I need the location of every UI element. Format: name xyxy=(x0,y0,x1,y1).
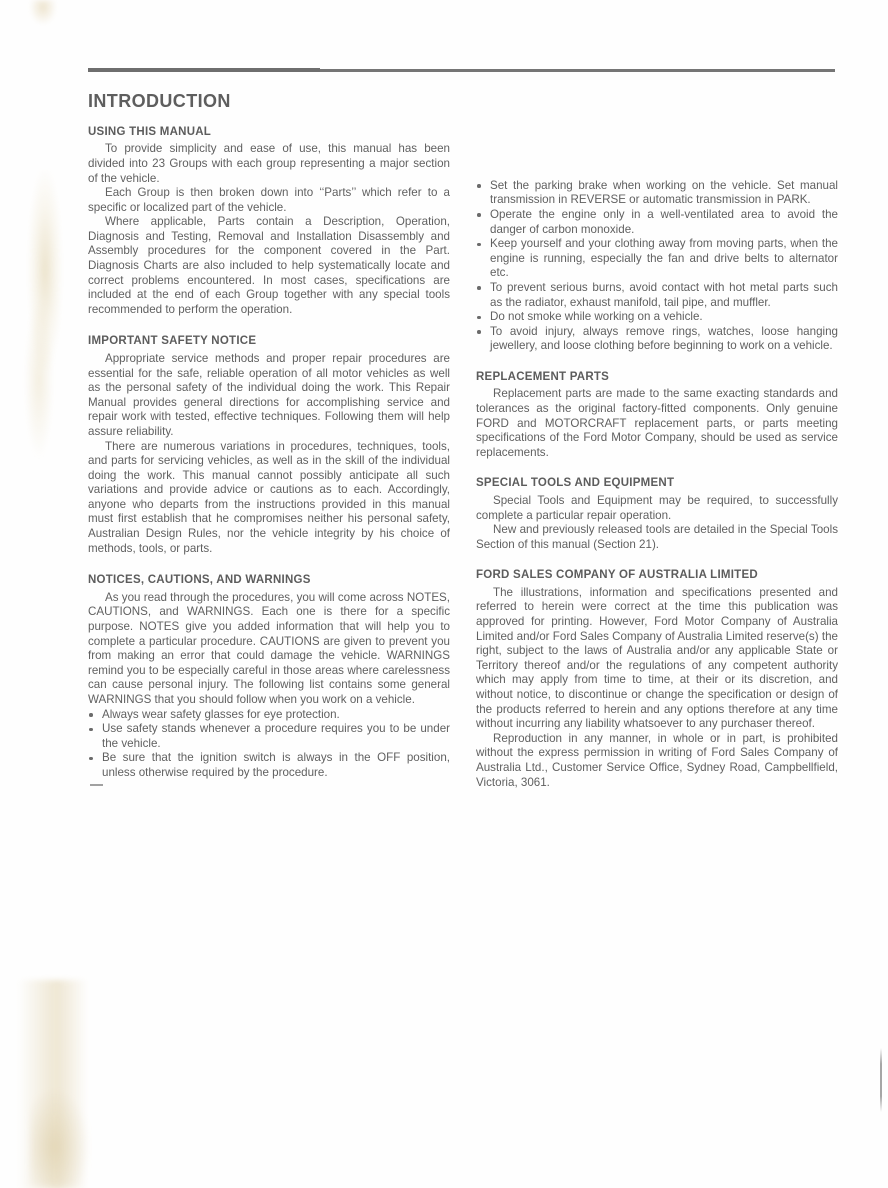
scan-artifact-dash xyxy=(90,784,103,786)
paper-stain-bottom-left xyxy=(18,980,88,1188)
paragraph: There are numerous variations in procedures, techniques, tools, and parts for servicing vehicles, as well as in the skill of the individual doing the work. This manual cannot possibly anticipate all such variations and provide advice or cautions as to each. Accordingly, anyone who departs from the instructions provided in this manual must first establish that he compromises neither his personal safety, Australian Design Rules, nor the vehicle integrity by his choice of methods, tools, or parts. xyxy=(88,439,450,555)
list-item xyxy=(476,325,838,354)
paragraph: Where applicable, Parts contain a Description, Operation, Diagnosis and Testing, Removal and Installation Disassembly and Assembly procedures for the component covered in the Part. Diagnosis Charts are also included to help systematically locate and correct problems encountered. In most cases, specifications are included at the end of each Group together with any special tools recommended to perform the operation. xyxy=(88,215,450,316)
page-title: INTRODUCTION xyxy=(88,91,231,111)
list-item-text: Be sure that the ignition switch is always in the OFF position, unless otherwise required by the procedure. xyxy=(102,751,450,779)
paragraph: Appropriate service methods and proper repair procedures are essential for the safe, reliable operation of all motor vehicles as well as the personal safety of the individual doing the work. This Repair Manual provides general directions for accomplishing service and repair work with tested, effective techniques. Following them will help assure reliability. xyxy=(88,351,450,438)
paragraph: To provide simplicity and ease of use, this manual has been divided into 23 Groups with each group representing a major section of the vehicle. xyxy=(88,142,450,185)
list-item-text: To prevent serious burns, avoid contact with hot metal parts such as the radiator, exhaust manifold, tail pipe, and muffler. xyxy=(490,280,838,309)
paragraph: Each Group is then broken down into ‘‘Parts’’ which refer to a specific or localized part of the vehicle. xyxy=(88,186,450,214)
list-item xyxy=(88,708,450,723)
section-heading: SPECIAL TOOLS AND EQUIPMENT xyxy=(476,477,675,490)
bullet-icon xyxy=(89,713,93,717)
bullet-icon xyxy=(477,316,481,320)
bullet-icon xyxy=(477,243,481,247)
list-item-text: Do not smoke while working on a vehicle. xyxy=(490,310,703,324)
bullet-icon xyxy=(477,213,481,217)
section-heading: REPLACEMENT PARTS xyxy=(476,370,610,383)
section-notices-cautions-warnings xyxy=(88,573,450,785)
bullet-icon xyxy=(477,286,481,290)
page-edge-mark xyxy=(880,1048,882,1112)
paper-stain-top-left xyxy=(30,0,56,24)
right-column xyxy=(476,125,838,790)
bullet-icon xyxy=(89,728,93,732)
section-ford-sales-company-of-australia-limited xyxy=(476,568,838,790)
page-content xyxy=(88,92,838,790)
paper-stain-left-middle xyxy=(28,170,62,370)
paragraph: Replacement parts are made to the same exacting standards and tolerances as the original factory-fitted components. Only genuine FORD and MOTORCRAFT replacement parts, or parts meeting specifications of the Ford Motor Company, should be used as service replacements. xyxy=(476,387,838,459)
paragraph: Reproduction in any manner, in whole or in part, is prohibited without the express permission in writing of Ford Sales Company of Australia Ltd., Customer Service Office, Sydney Road, Campbellfield, Victoria, 3061. xyxy=(476,731,838,789)
list-item-text: To avoid injury, always remove rings, watches, loose hanging jewellery, and loose clothing before beginning to work on a vehicle. xyxy=(490,324,838,353)
section-heading: USING THIS MANUAL xyxy=(88,125,212,138)
paragraph: Special Tools and Equipment may be required, to successfully complete a particular repair operation. xyxy=(476,493,838,522)
list-item xyxy=(88,751,450,780)
section-replacement-parts xyxy=(476,370,838,460)
paragraph: As you read through the procedures, you will come across NOTES, CAUTIONS, and WARNINGS. Each one is there for a specific purpose. NOTES give you added information that will help you to complete a particular procedure. CAUTIONS are given to prevent you from making an error that could damage the vehicle. WARNINGS remind you to be especially careful in those areas where carelessness can cause personal injury. The following list contains some general WARNINGS that you should follow when you work on a vehicle. xyxy=(88,590,450,706)
section-safety-warnings-continued xyxy=(476,179,838,354)
list-item-text: Use safety stands whenever a procedure requires you to be under the vehicle. xyxy=(102,722,450,750)
list-item xyxy=(476,208,838,237)
list-item xyxy=(476,310,838,325)
warning-list xyxy=(88,708,450,781)
two-column-body xyxy=(88,125,838,790)
list-item xyxy=(476,179,838,208)
paragraph: New and previously released tools are detailed in the Special Tools Section of this manual (Section 21). xyxy=(476,523,838,551)
section-heading: IMPORTANT SAFETY NOTICE xyxy=(88,335,257,348)
section-using-this-manual xyxy=(88,125,450,318)
list-item xyxy=(476,237,838,281)
left-column xyxy=(88,125,450,790)
warning-list-continued xyxy=(476,179,838,354)
section-heading: FORD SALES COMPANY OF AUSTRALIA LIMITED xyxy=(476,569,758,582)
section-heading: NOTICES, CAUTIONS, AND WARNINGS xyxy=(88,574,311,587)
header-rule-segment-left xyxy=(88,68,320,72)
bullet-icon xyxy=(89,757,93,761)
header-rule-segment-right xyxy=(320,69,835,72)
paragraph: The illustrations, information and specifications presented and referred to herein were correct at the time this publication was approved for printing. However, Ford Motor Company of Australia Limited and/or Ford Sales Company of Australia Limited reserve(s) the right, subject to the laws of Australia and/or any applicable State or Territory thereof and/or the regulations of any competent authority which may apply from time to time, at their or its discretion, and without notice, to discontinue or change the specification or design of the products referred to herein and any options therefore at any time without incurring any liability whatsoever to any purchaser thereof. xyxy=(476,585,838,731)
header-rule xyxy=(88,68,835,72)
section-important-safety-notice xyxy=(88,334,450,556)
paper-stain-bottom-left-corner xyxy=(30,1090,90,1185)
section-special-tools-and-equipment xyxy=(476,476,838,552)
list-item xyxy=(88,722,450,751)
list-item-text: Always wear safety glasses for eye protection. xyxy=(102,707,340,721)
list-item-text: Operate the engine only in a well-ventilated area to avoid the danger of carbon monoxide. xyxy=(490,207,838,236)
list-item xyxy=(476,281,838,310)
list-item-text: Set the parking brake when working on the vehicle. Set manual transmission in REVERSE or automatic transmission in PARK. xyxy=(490,178,838,207)
paper-stain-left-lower xyxy=(24,300,54,460)
list-item-text: Keep yourself and your clothing away from moving parts, when the engine is running, especially the fan and drive belts to alternator etc. xyxy=(490,237,838,280)
bullet-icon xyxy=(477,330,481,334)
bullet-icon xyxy=(477,184,481,188)
